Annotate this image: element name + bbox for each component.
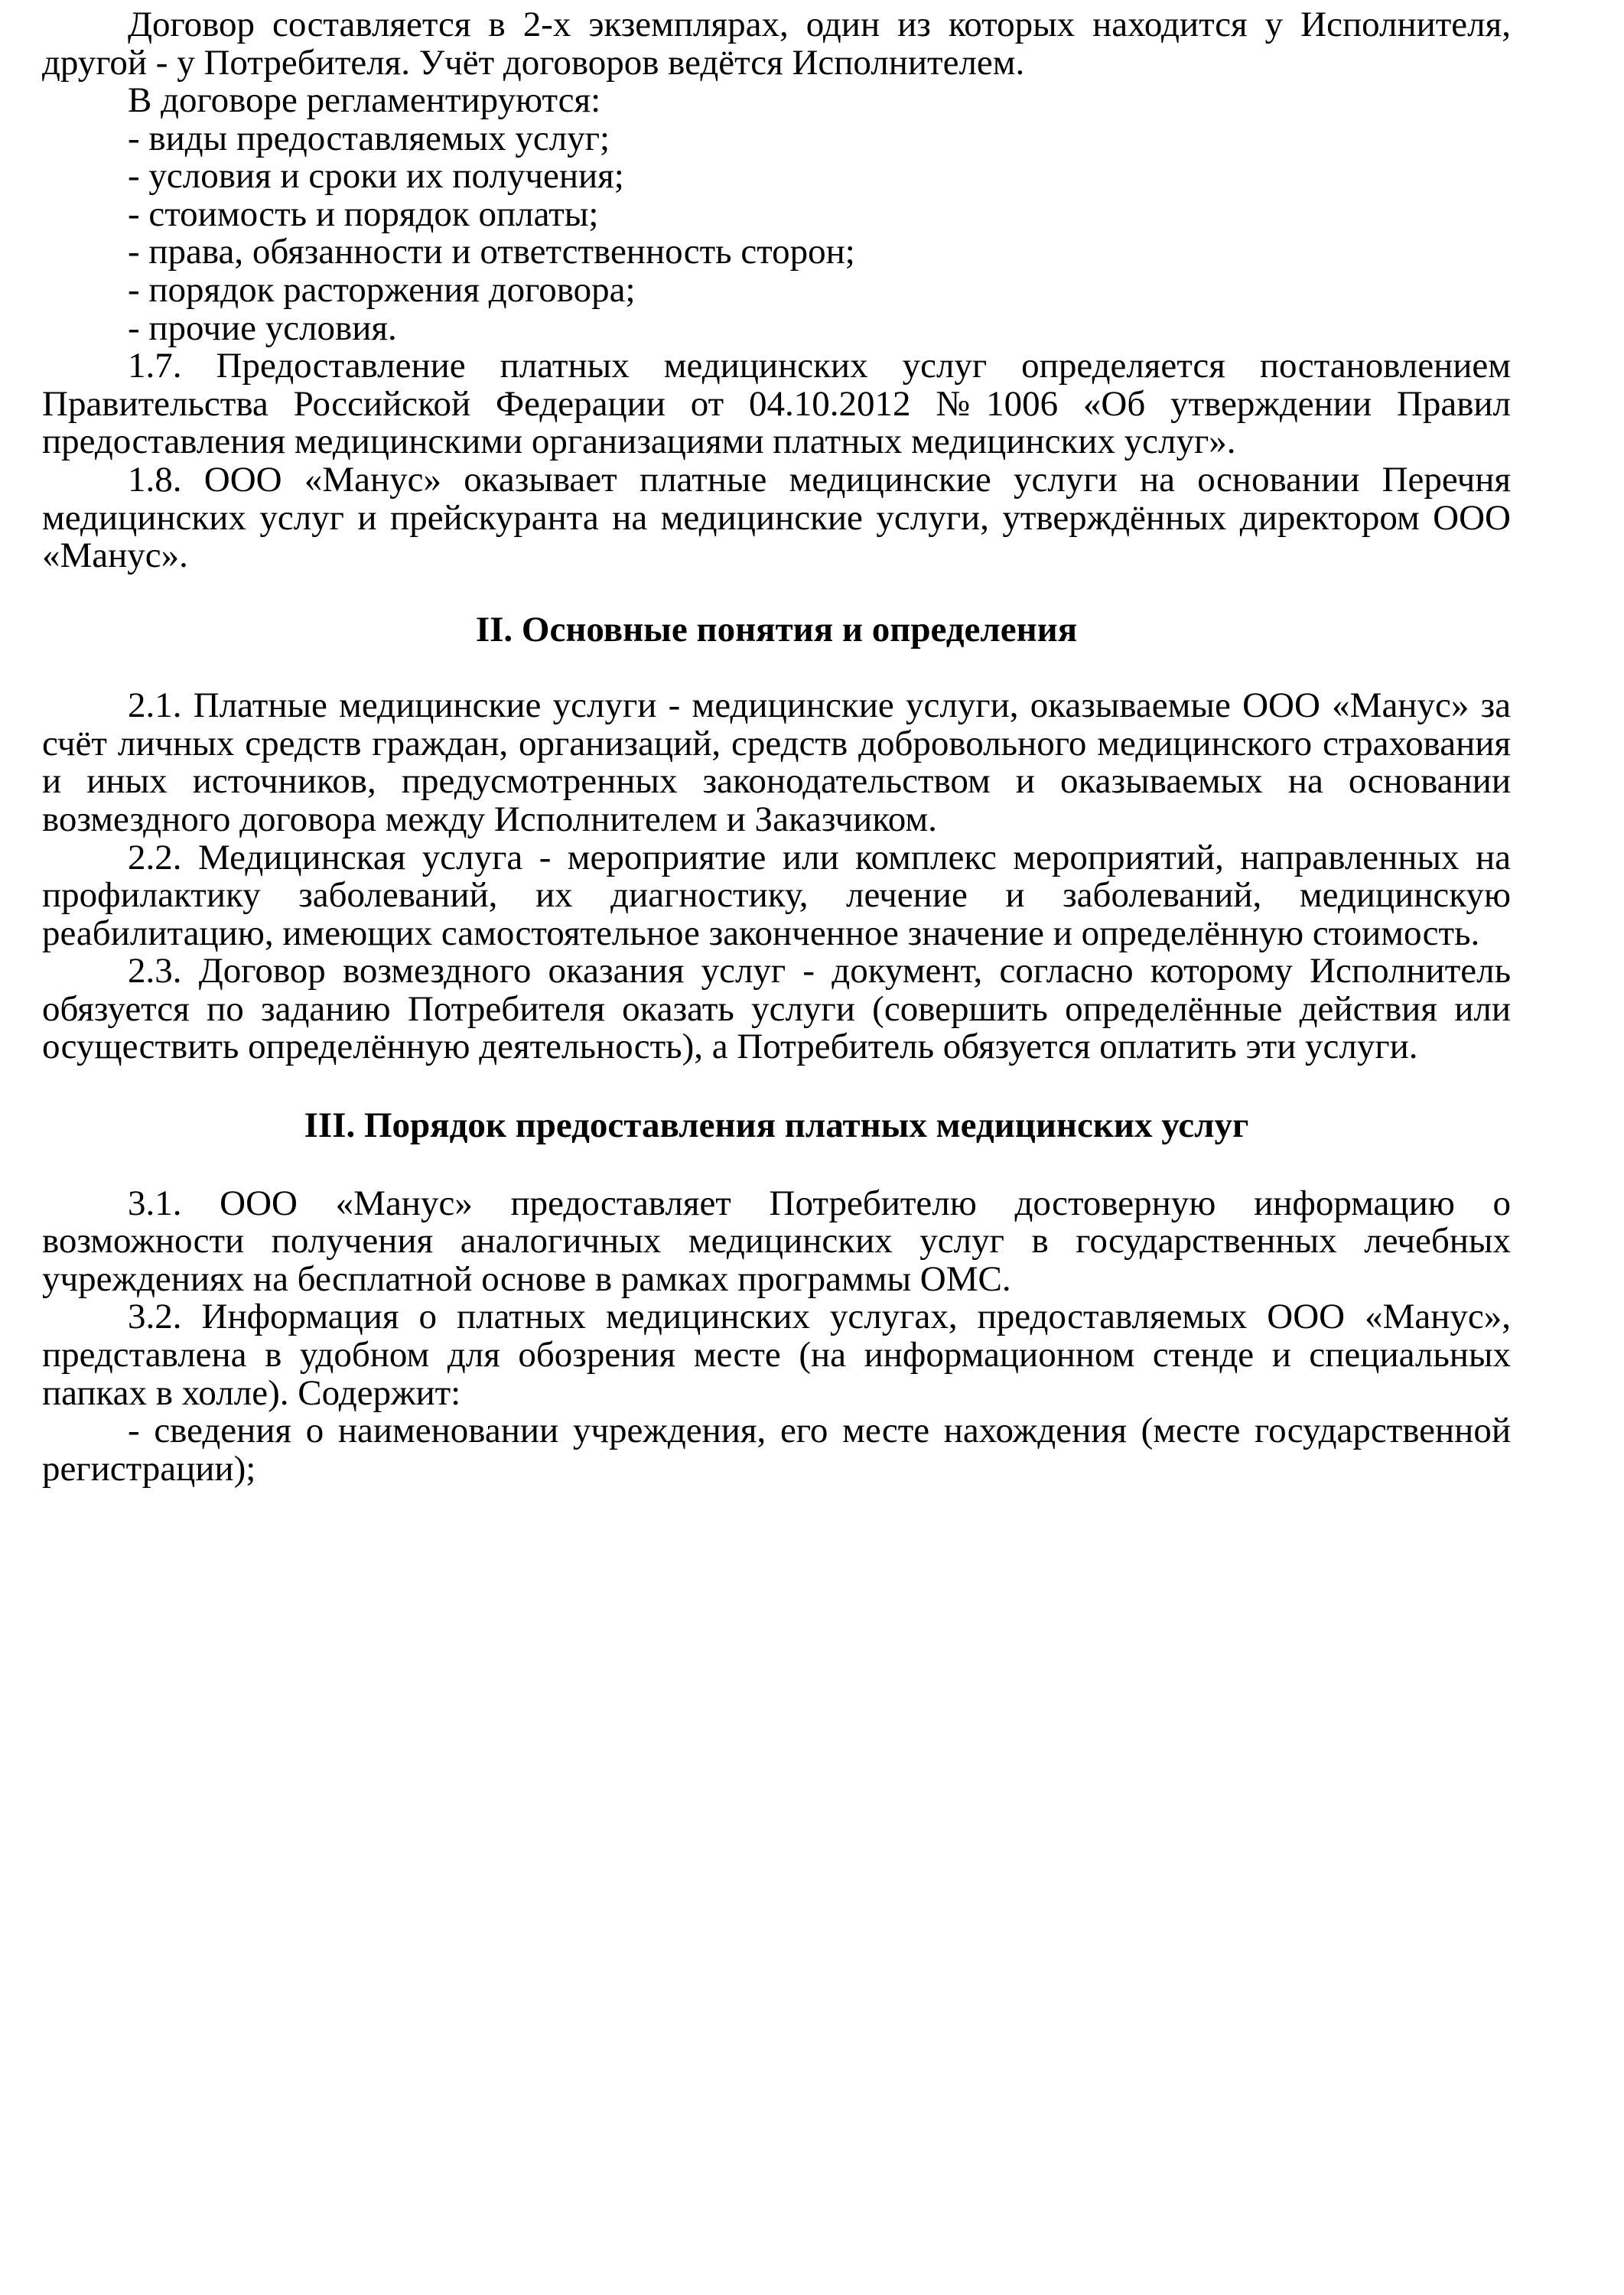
list-item-termination-order: - порядок расторжения договора;	[128, 270, 636, 311]
list-item-conditions-terms: - условия и сроки их получения;	[128, 156, 624, 197]
paragraph-3-2: 3.2. Информация о платных медицинских услугах, предоставляемых ООО «Манус», представлена в удобном для обозрения месте (на информационном стенде и специальных папках в холле). Содержит:	[42, 1297, 1511, 1413]
section-heading-3: III. Порядок предоставления платных медицинских услуг	[304, 1105, 1249, 1146]
spacer-before-heading-3	[42, 1066, 1511, 1107]
section-heading-2: II. Основные понятия и определения	[475, 609, 1078, 649]
paragraph-1-7: 1.7. Предоставление платных медицинских услуг определяется постановлением Правительства Российской Федерации от 04.10.2012 №1006 «Об утверждении Правил предоставления медицинскими организациями платных медицинских услуг».	[42, 346, 1511, 462]
spacer-before-heading-2	[42, 575, 1511, 611]
list-item-cost-payment: - стоимость и порядок оплаты;	[128, 194, 599, 234]
paragraph-2-3: 2.3. Договор возмездного оказания услуг - документ, согласно которому Исполнитель обязуется по заданию Потребителя оказать услуги (совершить определённые действия или осуществить определённую деятельность), а Потребитель обязуется оплатить эти услуги.	[42, 951, 1511, 1067]
paragraph-2-1: 2.1. Платные медицинские услуги - медицинские услуги, оказываемые ООО «Манус» за счёт личных средств граждан, организаций, средств добровольного медицинского страхования и иных источников, предусмотренных законодательством и оказываемых на основании возмездного договора между Исполнителем и Заказчиком.	[42, 685, 1511, 839]
spacer-after-heading-2	[42, 649, 1511, 687]
paragraph-3-1: 3.1. ООО «Манус» предоставляет Потребителю достоверную информацию о возможности получения аналогичных медицинских услуг в государственных лечебных учреждениях на бесплатной основе в рамках программы ОМС.	[42, 1183, 1511, 1299]
list-item-rights-duties: - права, обязанности и ответственность сторон;	[128, 232, 855, 272]
list-item-services-types: - виды предоставляемых услуг;	[128, 118, 610, 158]
list-item-institution-details: - сведения о наименовании учреждения, его месте нахождения (месте государственной регистрации);	[42, 1411, 1511, 1489]
document-body	[42, 6, 1511, 1488]
paragraph-intro-contract-copies: Договор составляется в 2-х экземплярах, один из которых находится у Исполнителя, другой - у Потребителя. Учёт договоров ведётся Исполнителем.	[42, 5, 1511, 83]
paragraph-intro-regulated-items: В договоре регламентируются:	[128, 80, 601, 121]
list-item-other-conditions: - прочие условия.	[128, 308, 397, 348]
paragraph-1-8: 1.8. ООО «Манус» оказывает платные медицинские услуги на основании Перечня медицинских услуг и прейскуранта на медицинские услуги, утверждённых директором ООО «Манус».	[42, 459, 1511, 576]
paragraph-2-2: 2.2. Медицинская услуга - мероприятие или комплекс мероприятий, направленных на профилактику заболеваний, их диагностику, лечение и заболеваний, медицинскую реабилитацию, имеющих самостоятельное законченное значение и определённую стоимость.	[42, 837, 1511, 953]
spacer-after-heading-3	[42, 1145, 1511, 1185]
